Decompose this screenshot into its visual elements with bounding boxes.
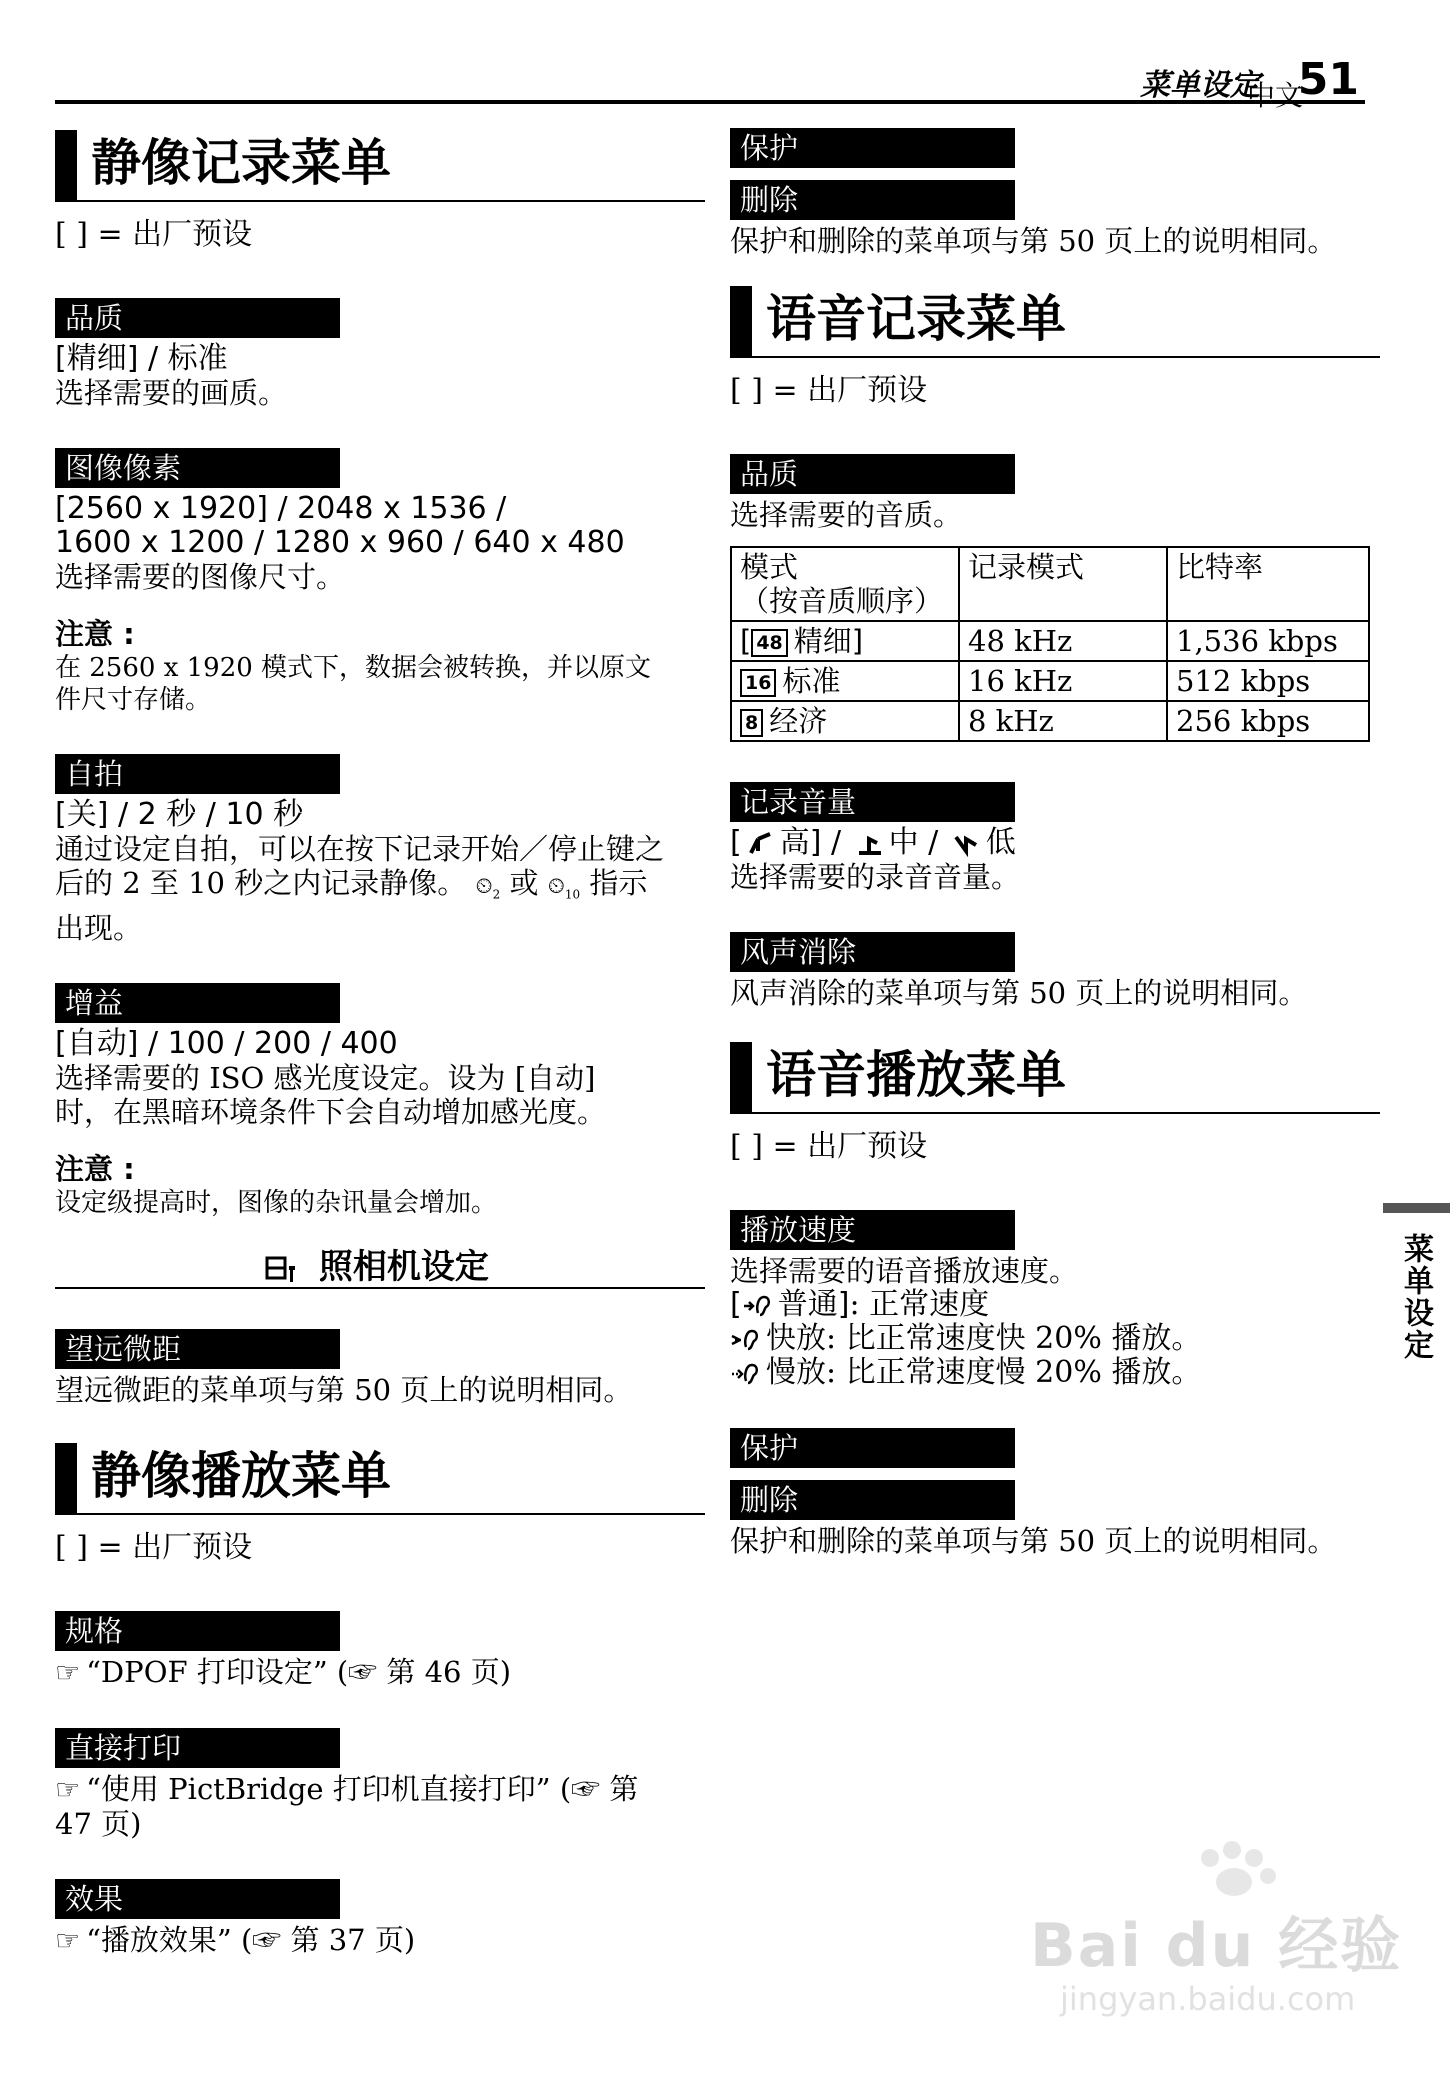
- gain-desc-1: 选择需要的 ISO 感光度设定。设为 [自动]: [55, 1061, 596, 1096]
- speed-normal-desc: : 正常速度: [849, 1287, 990, 1322]
- quality-8-icon: 8: [740, 709, 763, 737]
- tele-macro-label: 望远微距: [55, 1329, 340, 1369]
- protect-label: 保护: [730, 128, 1015, 168]
- gain-note-heading: 注意 :: [55, 1152, 135, 1187]
- table-cell: 16 kHz: [959, 661, 1167, 701]
- rec-volume-options: [ 高] / 中 / 低: [730, 825, 1016, 860]
- tele-macro-desc: 望远微距的菜单项与第 50 页上的说明相同。: [55, 1373, 633, 1408]
- speed-slow-icon: [730, 1361, 760, 1387]
- header-language: 中文: [1246, 79, 1303, 112]
- speed-fast-line: [730, 1322, 1380, 1356]
- rec-volume-label: 记录音量: [730, 782, 1015, 822]
- page-number: 51: [1297, 54, 1359, 105]
- camera-wrench-icon: [265, 1254, 299, 1284]
- table-cell: 512 kbps: [1167, 661, 1369, 701]
- image-size-options-2: 1600 x 1200 / 1280 x 960 / 640 x 480: [55, 525, 625, 560]
- table-row: [731, 621, 1369, 661]
- direct-print-desc-1: ☞ “使用 PictBridge 打印机直接打印” (☞ 第: [55, 1772, 639, 1807]
- voice-quality-desc: 选择需要的音质。: [730, 498, 963, 532]
- voice-quality-label: 品质: [730, 454, 1015, 494]
- protect-delete-desc: 保护和删除的菜单项与第 50 页上的说明相同。: [730, 224, 1337, 258]
- table-cell: 256 kbps: [1167, 701, 1369, 741]
- paw-logo-icon: [1180, 1840, 1300, 1900]
- volume-low-icon: [954, 831, 980, 857]
- note-heading: 注意 :: [55, 617, 135, 651]
- self-timer-desc-3: 出现。: [55, 911, 143, 946]
- wind-cut-desc: 风声消除的菜单项与第 50 页上的说明相同。: [730, 976, 1308, 1010]
- self-timer-label: 自拍: [55, 754, 340, 794]
- gain-label: 增益: [55, 983, 340, 1023]
- side-tab-label: 菜单设定: [1398, 1233, 1433, 1361]
- quality-options: [精细] / 标准: [55, 341, 228, 376]
- self-timer-desc-1: 通过设定自拍，可以在按下记录开始／停止键之: [55, 832, 665, 866]
- timer-2s-icon: $⏲_2$: [475, 874, 501, 902]
- delete-label: 删除: [730, 180, 1015, 220]
- play-speed-desc: 选择需要的语音播放速度。: [730, 1254, 1079, 1288]
- table-row: [731, 701, 1369, 741]
- self-timer-desc-2a: 后的 2 至 10 秒之内记录静像。: [55, 866, 467, 900]
- reference-hand-icon: ☞: [55, 1924, 81, 1958]
- table-cell: 8 经济: [731, 701, 959, 741]
- table-cell: 16 标准: [731, 661, 959, 701]
- camera-settings-title: 照相机设定: [318, 1247, 489, 1288]
- quality-label: 品质: [55, 298, 340, 338]
- direct-print-label: 直接打印: [55, 1728, 340, 1768]
- image-size-note-2: 件尺寸存储。: [55, 685, 212, 715]
- reference-hand-icon: ☞: [55, 1656, 81, 1690]
- quality-desc: 选择需要的画质。: [55, 376, 288, 410]
- timer-10s-icon: $⏲_{10}$: [547, 874, 581, 902]
- left-column: [55, 128, 705, 1958]
- self-timer-desc-2b: 或: [509, 866, 539, 900]
- table-header-row: [731, 547, 1369, 621]
- quality-48-icon: 48: [751, 629, 787, 657]
- side-tab: [1383, 1203, 1450, 1463]
- rec-volume-desc: 选择需要的录音音量。: [730, 860, 1021, 894]
- speed-slow-line: [730, 1356, 1380, 1390]
- reference-hand-icon: ☞: [55, 1773, 81, 1807]
- voice-play-menu-title: 语音播放菜单: [730, 1040, 1380, 1114]
- gain-desc-2: 时，在黑暗环境条件下会自动增加感光度。: [55, 1095, 607, 1130]
- header-section-title: 菜单设定: [1140, 68, 1260, 103]
- voice-quality-table: [730, 546, 1370, 742]
- still-play-menu-title: 静像播放菜单: [55, 1441, 705, 1515]
- watermark: [1030, 1840, 1430, 2040]
- image-size-label: 图像像素: [55, 448, 340, 488]
- voice-protect-delete-desc: 保护和删除的菜单项与第 50 页上的说明相同。: [730, 1524, 1337, 1558]
- wind-cut-label: 风声消除: [730, 932, 1015, 972]
- volume-mid-icon: [857, 831, 883, 857]
- table-row: [731, 661, 1369, 701]
- speed-fast-desc: : 比正常速度快 20% 播放。: [826, 1321, 1202, 1356]
- self-timer-options: [关] / 2 秒 / 10 秒: [55, 797, 304, 832]
- voice-delete-label: 删除: [730, 1480, 1015, 1520]
- table-cell: 48 kHz: [959, 621, 1167, 661]
- still-rec-menu-title: 静像记录菜单: [55, 128, 705, 202]
- speed-slow-desc: : 比正常速度慢 20% 播放。: [826, 1355, 1202, 1390]
- image-size-note-1: 在 2560 x 1920 模式下，数据会被转换，并以原文: [55, 653, 652, 683]
- table-cell: 8 kHz: [959, 701, 1167, 741]
- volume-high-icon: [748, 831, 774, 857]
- image-size-desc: 选择需要的图像尺寸。: [55, 560, 346, 594]
- format-desc: ☞ “DPOF 打印设定” (☞ 第 46 页): [55, 1655, 512, 1690]
- direct-print-desc-2: 47 页): [55, 1807, 142, 1842]
- speed-normal-line: [ 普通]: 正常速度: [730, 1287, 990, 1322]
- table-header-cell: 模式 （按音质顺序）: [731, 547, 959, 621]
- right-column: [730, 128, 1380, 1558]
- default-note: [ ] = 出厂预设: [55, 217, 253, 252]
- table-header-cell: 记录模式: [959, 547, 1167, 621]
- watermark-brand: Bai du 经验: [1030, 1911, 1403, 1981]
- speed-fast-icon: [730, 1327, 760, 1353]
- speed-normal-icon: [742, 1293, 772, 1319]
- watermark-url: jingyan.baidu.com: [1060, 1980, 1356, 2018]
- image-size-options-1: [2560 x 1920] / 2048 x 1536 /: [55, 491, 507, 526]
- quality-16-icon: 16: [740, 669, 776, 697]
- gain-options: [自动] / 100 / 200 / 400: [55, 1026, 398, 1062]
- camera-settings-heading: [55, 1237, 705, 1289]
- voice-protect-label: 保护: [730, 1428, 1015, 1468]
- gain-note-1: 设定级提高时，图像的杂讯量会增加。: [55, 1188, 498, 1219]
- effect-label: 效果: [55, 1879, 340, 1919]
- voice-rec-default-note: [ ] = 出厂预设: [730, 373, 928, 408]
- self-timer-desc-2c: 指示: [589, 866, 648, 900]
- speed-fast-label: 快放: [766, 1321, 826, 1356]
- self-timer-desc-2: [55, 866, 705, 911]
- speed-normal-label: 普通: [777, 1287, 838, 1322]
- table-cell: [ 48 精细]: [731, 621, 959, 661]
- table-header-cell: 比特率: [1167, 547, 1369, 621]
- voice-play-default-note: [ ] = 出厂预设: [730, 1129, 928, 1164]
- still-play-default-note: [ ] = 出厂预设: [55, 1530, 253, 1566]
- effect-desc: ☞ “播放效果” (☞ 第 37 页): [55, 1923, 416, 1958]
- table-cell: 1,536 kbps: [1167, 621, 1369, 661]
- speed-slow-label: 慢放: [766, 1355, 826, 1390]
- page-header: [55, 54, 1365, 112]
- play-speed-label: 播放速度: [730, 1210, 1015, 1250]
- format-label: 规格: [55, 1611, 340, 1651]
- voice-rec-menu-title: 语音记录菜单: [730, 284, 1380, 358]
